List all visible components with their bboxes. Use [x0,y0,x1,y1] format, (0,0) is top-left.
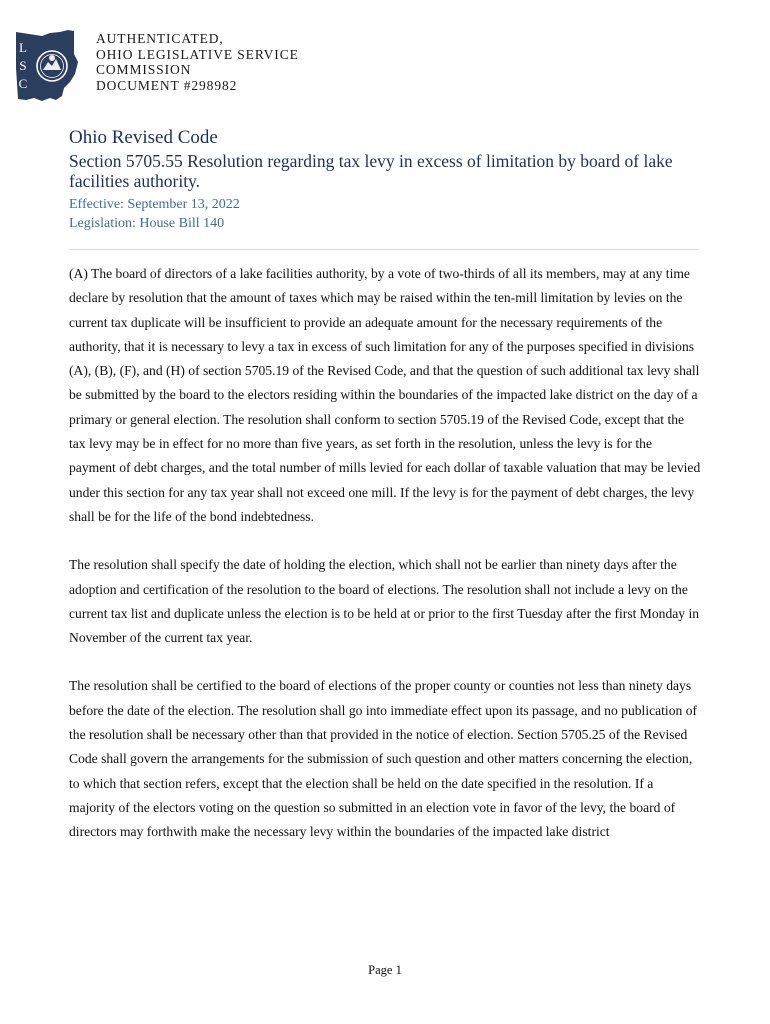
logo-letter-s: S [19,58,27,73]
auth-line: AUTHENTICATED, [96,31,224,46]
document-body [69,262,701,869]
body-paragraph: (A) The board of directors of a lake facilities authority, by a vote of two-thirds of all its members, may at any time declare by resolution that the amount of taxes which may be raised within the ten-mill limitation by levies on the current tax duplicate will be insufficient to provide an adequate amount for the necessary requirements of the authority, that it is necessary to levy a tax in excess of such limitation for any of the purposes specified in divisions (A), (B), (F), and (H) of section 5705.19 of the Revised Code, and that the question of such additional tax levy shall be submitted by the board to the electors residing within the boundaries of the impacted lake district on the day of a primary or general election. The resolution shall conform to section 5705.19 of the Revised Code, except that the tax levy may be in effect for no more than five years, as set forth in the resolution, unless the levy is for the payment of debt charges, and the total number of mills levied for each dollar of taxable valuation that may be levied under this section for any tax year shall not exceed one mill. If the levy is for the payment of debt charges, the levy shall be for the life of the bond indebtedness. [69,266,701,524]
document-title-block [69,127,709,233]
auth-line: OHIO LEGISLATIVE SERVICE [96,46,299,62]
page-number: Page 1 [368,963,402,977]
body-paragraph: The resolution shall be certified to the board of elections of the proper county or counties not less than ninety days before the date of the election. The resolution shall go into immediate effect upon its passage, and no publication of the resolution shall be necessary other than that provided in the notice of election. Section 5705.25 of the Revised Code shall govern the arrangements for the submission of such question and other matters concerning the election, to which that section refers, except that the election shall be held on the date specified in the resolution. If a majority of the electors voting on the question so submitted in an election vote in favor of the levy, the board of directors may forthwith make the necessary levy within the boundaries of the impacted lake district [69,678,698,840]
section-title: Section 5705.55 Resolution regarding tax levy in excess of limitation by board of lake facilities authority. [69,151,673,191]
lsc-authentication-header [12,28,372,108]
code-title: Ohio Revised Code [69,127,218,148]
auth-line: DOCUMENT #298982 [96,77,238,93]
lsc-ohio-seal-logo [12,28,92,104]
legislation: Legislation: House Bill 140 [69,216,225,231]
effective-date: Effective: September 13, 2022 [69,197,240,212]
seal-sun-icon [49,55,55,61]
logo-letter-c: C [18,76,28,91]
logo-letter-l: L [19,40,27,55]
auth-line: COMMISSION [96,62,192,77]
body-paragraph: The resolution shall specify the date of holding the election, which shall not be earlier than ninety days after the adoption and certification of the resolution to the board of elections. The resolution shall not include a levy on the current tax list and duplicate unless the election is to be held at or prior to the first Tuesday after the first Monday in November of the current tax year. [69,557,700,646]
authentication-stamp-text [96,31,299,93]
header-divider [69,249,699,250]
